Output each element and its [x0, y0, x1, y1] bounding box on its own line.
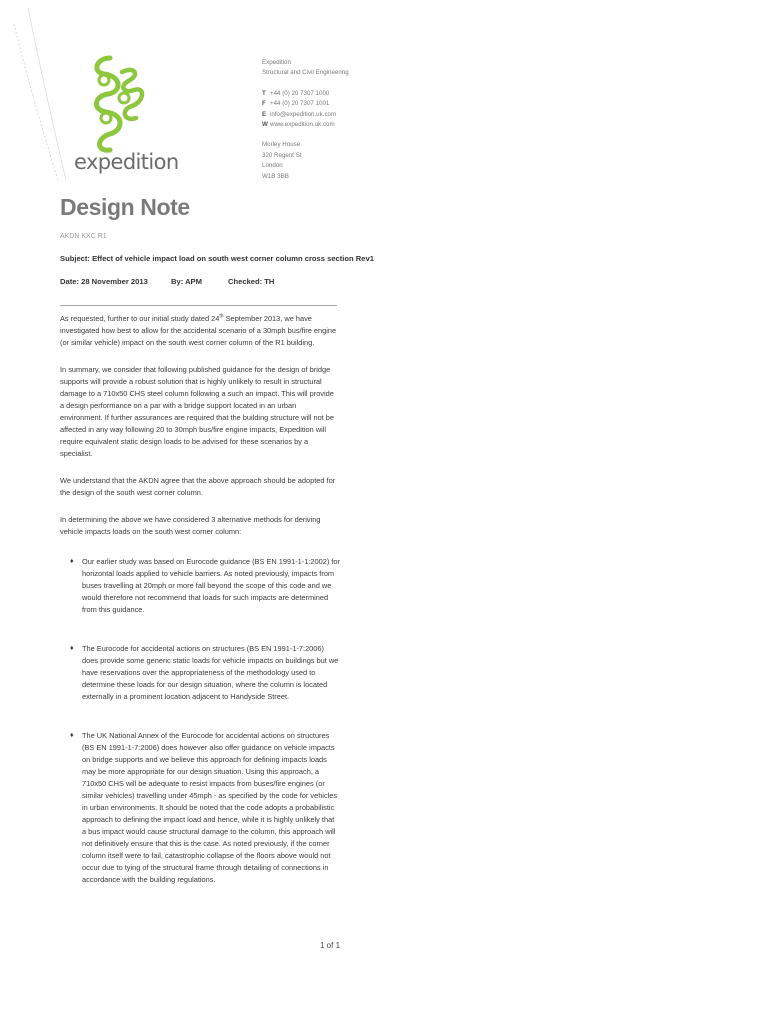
contact-value: www.expedition.uk.com — [270, 121, 335, 129]
paragraph-methods-intro: In determining the above we have considered 3 alternative methods for deriving vehicle impacts loads on the south west corner column: — [60, 515, 321, 536]
company-info-block — [262, 58, 349, 182]
list-item: ♦ The Eurocode for accidental actions on structures (BS EN 1991-1-7:2006) does provide some generic static loads for vehicle impacts on buildings but we have reservations over the appropriateness of the methodology used to determine these loads for our design situation, where the column is located externally in a prominent location adjacent to Handyside Street. — [70, 644, 339, 701]
address-line: W1B 3BB — [262, 172, 289, 180]
contact-key: T — [262, 89, 266, 97]
document-body — [60, 313, 340, 913]
document-title: Design Note — [60, 194, 190, 220]
header-divider — [60, 305, 337, 306]
contact-web — [262, 120, 349, 130]
contact-value: +44 (0) 20 7307 1000 — [270, 89, 330, 97]
contact-value: info@expedition.uk.com — [270, 110, 337, 118]
contact-key: E — [262, 110, 267, 118]
bullet-icon: ♦ — [70, 732, 74, 739]
paragraph-intro: As requested, further to our initial study dated 24th September 2013, we have investigated how best to allow for the accidental scenario of a 30mph bus/fire engine (or similar vehicle) impact on the south west corner column of the R1 building. — [60, 313, 337, 347]
contact-phone — [262, 89, 349, 99]
address-line: London — [262, 162, 283, 170]
contact-fax — [262, 99, 349, 109]
contact-value: +44 (0) 20 7307 1001 — [270, 100, 330, 108]
list-item: ♦ The UK National Annex of the Eurocode for accidental actions on structures (BS EN 1991-1-7:2006) does however also offer guidance on vehicle impacts on bridge supports and we believe this approach for defining impacts loads may be more appropriate for our design situation. Using this approach, a 710x50 CHS will be adequate to resist impacts from buses/fire engines (or similar vehicles) travelling under 45mph - as specified by the code for vehicles in urban environments. It should be noted that the code adopts a probabilistic approach to defining the impact load and hence, while it is highly unlikely that a bus impact would cause structural damage to the column, this approach will not definitively ensure that this is the case. As noted previously, if the corner column itself were to fail, catastrophic collapse of the floors above would not occur due to tying of the structural frame through detailing of connections in accordance with the building regulations. — [70, 731, 338, 884]
methods-list — [60, 556, 340, 886]
document-reference: AKDN KXC R1 — [60, 233, 107, 240]
document-date: Date: 28 November 2013 — [60, 277, 148, 286]
address-line: 320 Regent St — [262, 151, 302, 159]
list-item: ♦ Our earlier study was based on Eurocode guidance (BS EN 1991-1-1:2002) for horizontal loads applied to vehicle barriers. As noted previously, impacts from buses travelling at 20mph or more fall beyond the scope of this code and we would therefore not recommend that loads for such impacts are determined from this guidance. — [70, 557, 340, 614]
contact-email — [262, 110, 349, 120]
document-subject: Subject: Effect of vehicle impact load on south west corner column cross section Rev1 — [60, 254, 374, 263]
document-checker: Checked: TH — [228, 277, 275, 286]
page-number: 1 of 1 — [320, 941, 341, 950]
bullet-icon: ♦ — [70, 558, 74, 565]
logo-wordmark: expedition — [74, 150, 179, 174]
paragraph-summary: In summary, we consider that following published guidance for the design of bridge supports will provide a robust solution that is highly unlikely to result in structural damage to a 710x50 CHS steel column following a such an impact. This will provide a design performance on a par with a bridge support located in an urban environment. If further assurances are required that the building structure will not be affected in any way following 20 to 30mph bus/fire engine impacts, Expedition will require equivalent static design loads to be advised for these scenarios by a specialist. — [60, 365, 335, 458]
company-name: Expedition — [262, 59, 291, 66]
paragraph-agreement: We understand that the AKDN agree that the above approach should be adopted for the design of the south west corner column. — [60, 476, 336, 497]
contact-key: F — [262, 100, 266, 108]
address-line: Morley House — [262, 141, 301, 149]
document-author: By: APM — [171, 277, 202, 286]
bullet-icon: ♦ — [70, 645, 74, 652]
company-subtitle: Structural and Civil Engineering — [262, 69, 349, 77]
contact-key: W — [262, 121, 268, 129]
